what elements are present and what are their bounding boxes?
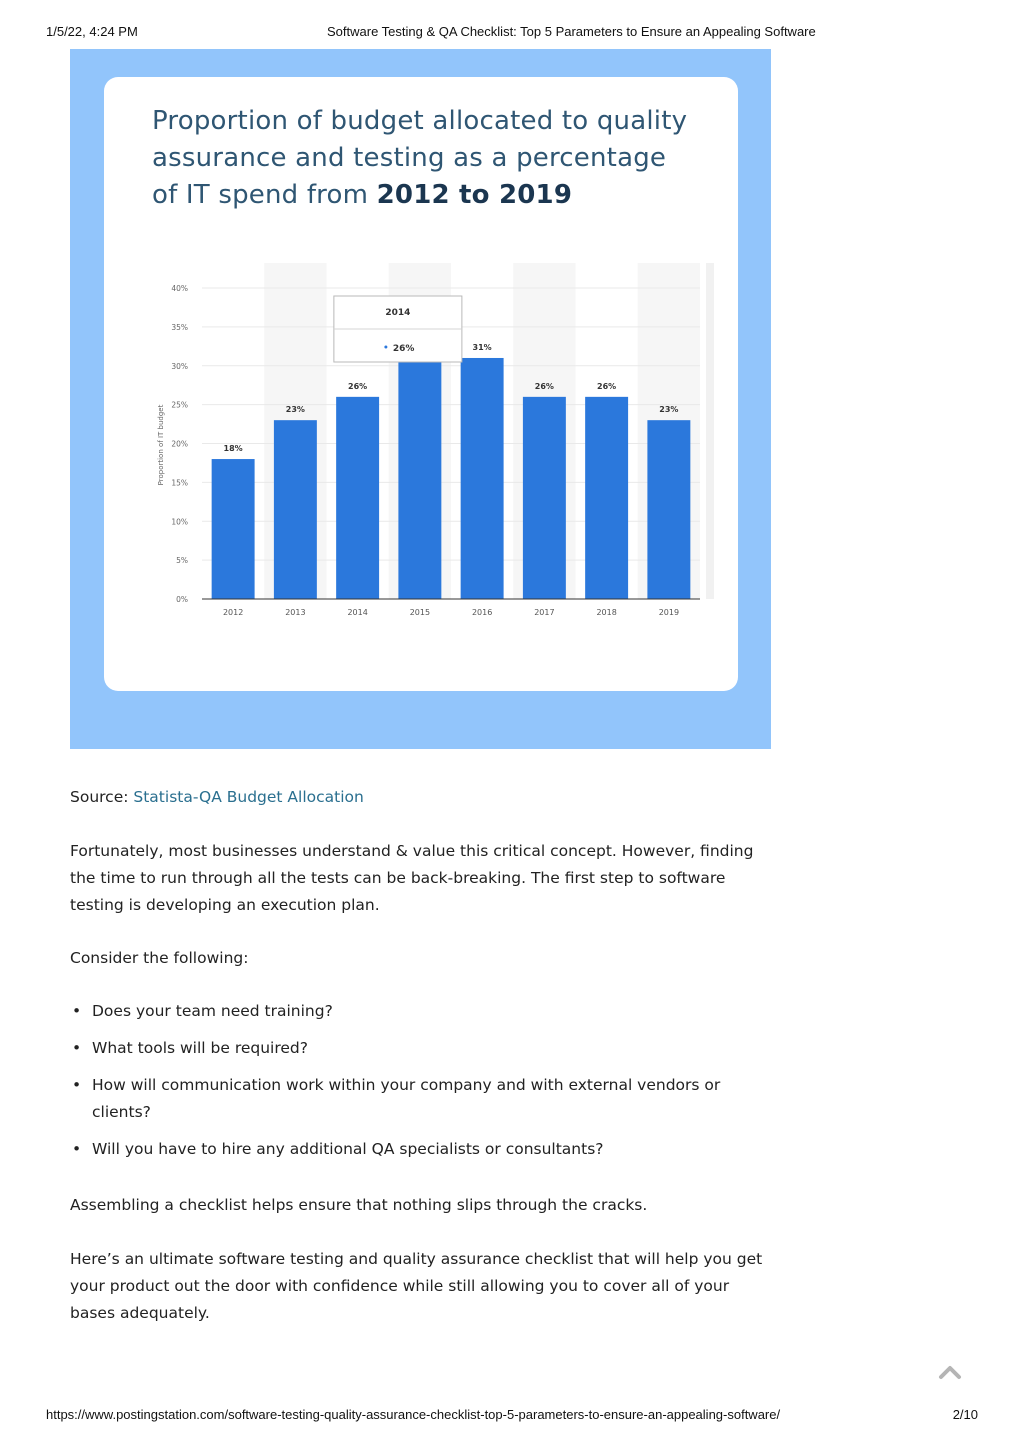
bar — [585, 397, 628, 599]
bar — [336, 397, 379, 599]
tooltip-title: 2014 — [385, 308, 411, 318]
paragraph-consider: Consider the following: — [70, 949, 249, 967]
bar-value-label: 26% — [597, 381, 617, 391]
y-axis-label: Proportion of IT budget — [157, 404, 165, 486]
y-tick-label: 10% — [171, 517, 188, 527]
bar-chart — [150, 255, 720, 635]
chart-tooltip — [334, 296, 462, 362]
source-label: Source: — [70, 788, 134, 806]
y-tick-label: 15% — [171, 478, 188, 488]
paragraph-intro: Fortunately, most businesses understand & value this critical concept. However, finding the time to run through all the tests can be back-breaking. The first step to software testing is developing an execution plan. — [70, 842, 754, 914]
list-item: • Does your team need training? — [70, 998, 770, 1025]
tooltip-value: 26% — [392, 344, 415, 354]
print-header — [46, 24, 846, 42]
x-tick-label: 2014 — [347, 608, 368, 617]
chart-title-line3 — [152, 177, 712, 214]
paragraph-checklist: Assembling a checklist helps ensure that nothing slips through the cracks. — [70, 1196, 648, 1214]
paragraph-ultimate: Here’s an ultimate software testing and quality assurance checklist that will help you get your product out the door with confidence while still allowing you to cover all of your bases adequately. — [70, 1250, 763, 1322]
y-tick-label: 30% — [171, 361, 188, 371]
y-tick-label: 25% — [171, 400, 188, 410]
bar-value-label: 26% — [348, 381, 368, 391]
bar-value-label: 31% — [472, 342, 492, 352]
x-tick-label: 2013 — [285, 608, 306, 617]
x-axis-ticks — [223, 608, 679, 617]
consideration-list — [70, 998, 770, 1173]
y-axis-ticks — [171, 284, 188, 604]
bar — [647, 420, 690, 599]
chart-title-line2: assurance and testing as a percentage — [152, 143, 667, 173]
chart-title — [152, 103, 712, 214]
y-tick-label: 20% — [171, 439, 188, 449]
list-item: • Will you have to hire any additional QA specialists or consultants? — [70, 1136, 770, 1163]
y-tick-label: 5% — [176, 556, 188, 566]
tooltip-series-dot — [384, 346, 387, 349]
x-tick-label: 2018 — [596, 608, 617, 617]
column-band — [706, 263, 714, 599]
bar — [212, 459, 255, 599]
x-tick-label: 2016 — [471, 608, 493, 617]
x-tick-label: 2017 — [534, 608, 555, 617]
source-line — [70, 784, 770, 811]
x-tick-label: 2019 — [658, 608, 680, 617]
print-date: 1/5/22, 4:24 PM — [46, 24, 138, 39]
y-tick-label: 0% — [176, 595, 188, 604]
chart-title-line1: Proportion of budget allocated to quality — [152, 106, 688, 136]
chart-card — [104, 77, 738, 691]
list-item: • What tools will be required? — [70, 1035, 770, 1062]
bar — [461, 358, 504, 599]
source-link[interactable]: Statista-QA Budget Allocation — [133, 788, 364, 806]
chart-figure — [70, 49, 771, 749]
y-tick-label: 35% — [171, 322, 188, 332]
list-item: • How will communication work within your company and with external vendors or clients? — [70, 1072, 770, 1126]
bar-value-label: 23% — [285, 405, 305, 415]
scroll-to-top-button[interactable] — [938, 1362, 962, 1382]
x-tick-label: 2012 — [222, 608, 244, 617]
bar — [274, 420, 317, 599]
bar-value-label: 23% — [659, 405, 679, 415]
print-url: https://www.postingstation.com/software-testing-quality-assurance-checklist-top-5-parameters-to-ensure-an-appealing-software/ — [46, 1407, 781, 1422]
bar — [398, 358, 441, 599]
chevron-up-icon — [938, 1362, 962, 1382]
bar-value-label: 18% — [223, 444, 243, 454]
page-number: 2/10 — [952, 1407, 978, 1422]
chart-title-years: 2012 to 2019 — [376, 180, 573, 210]
print-footer — [46, 1407, 978, 1425]
chart-title-prefix: of IT spend from — [152, 180, 377, 210]
print-title: Software Testing & QA Checklist: Top 5 Parameters to Ensure an Appealing Software — [327, 24, 816, 39]
x-tick-label: 2015 — [409, 608, 431, 617]
bar-value-label: 26% — [534, 381, 554, 391]
bar — [523, 397, 566, 599]
y-tick-label: 40% — [171, 284, 188, 293]
